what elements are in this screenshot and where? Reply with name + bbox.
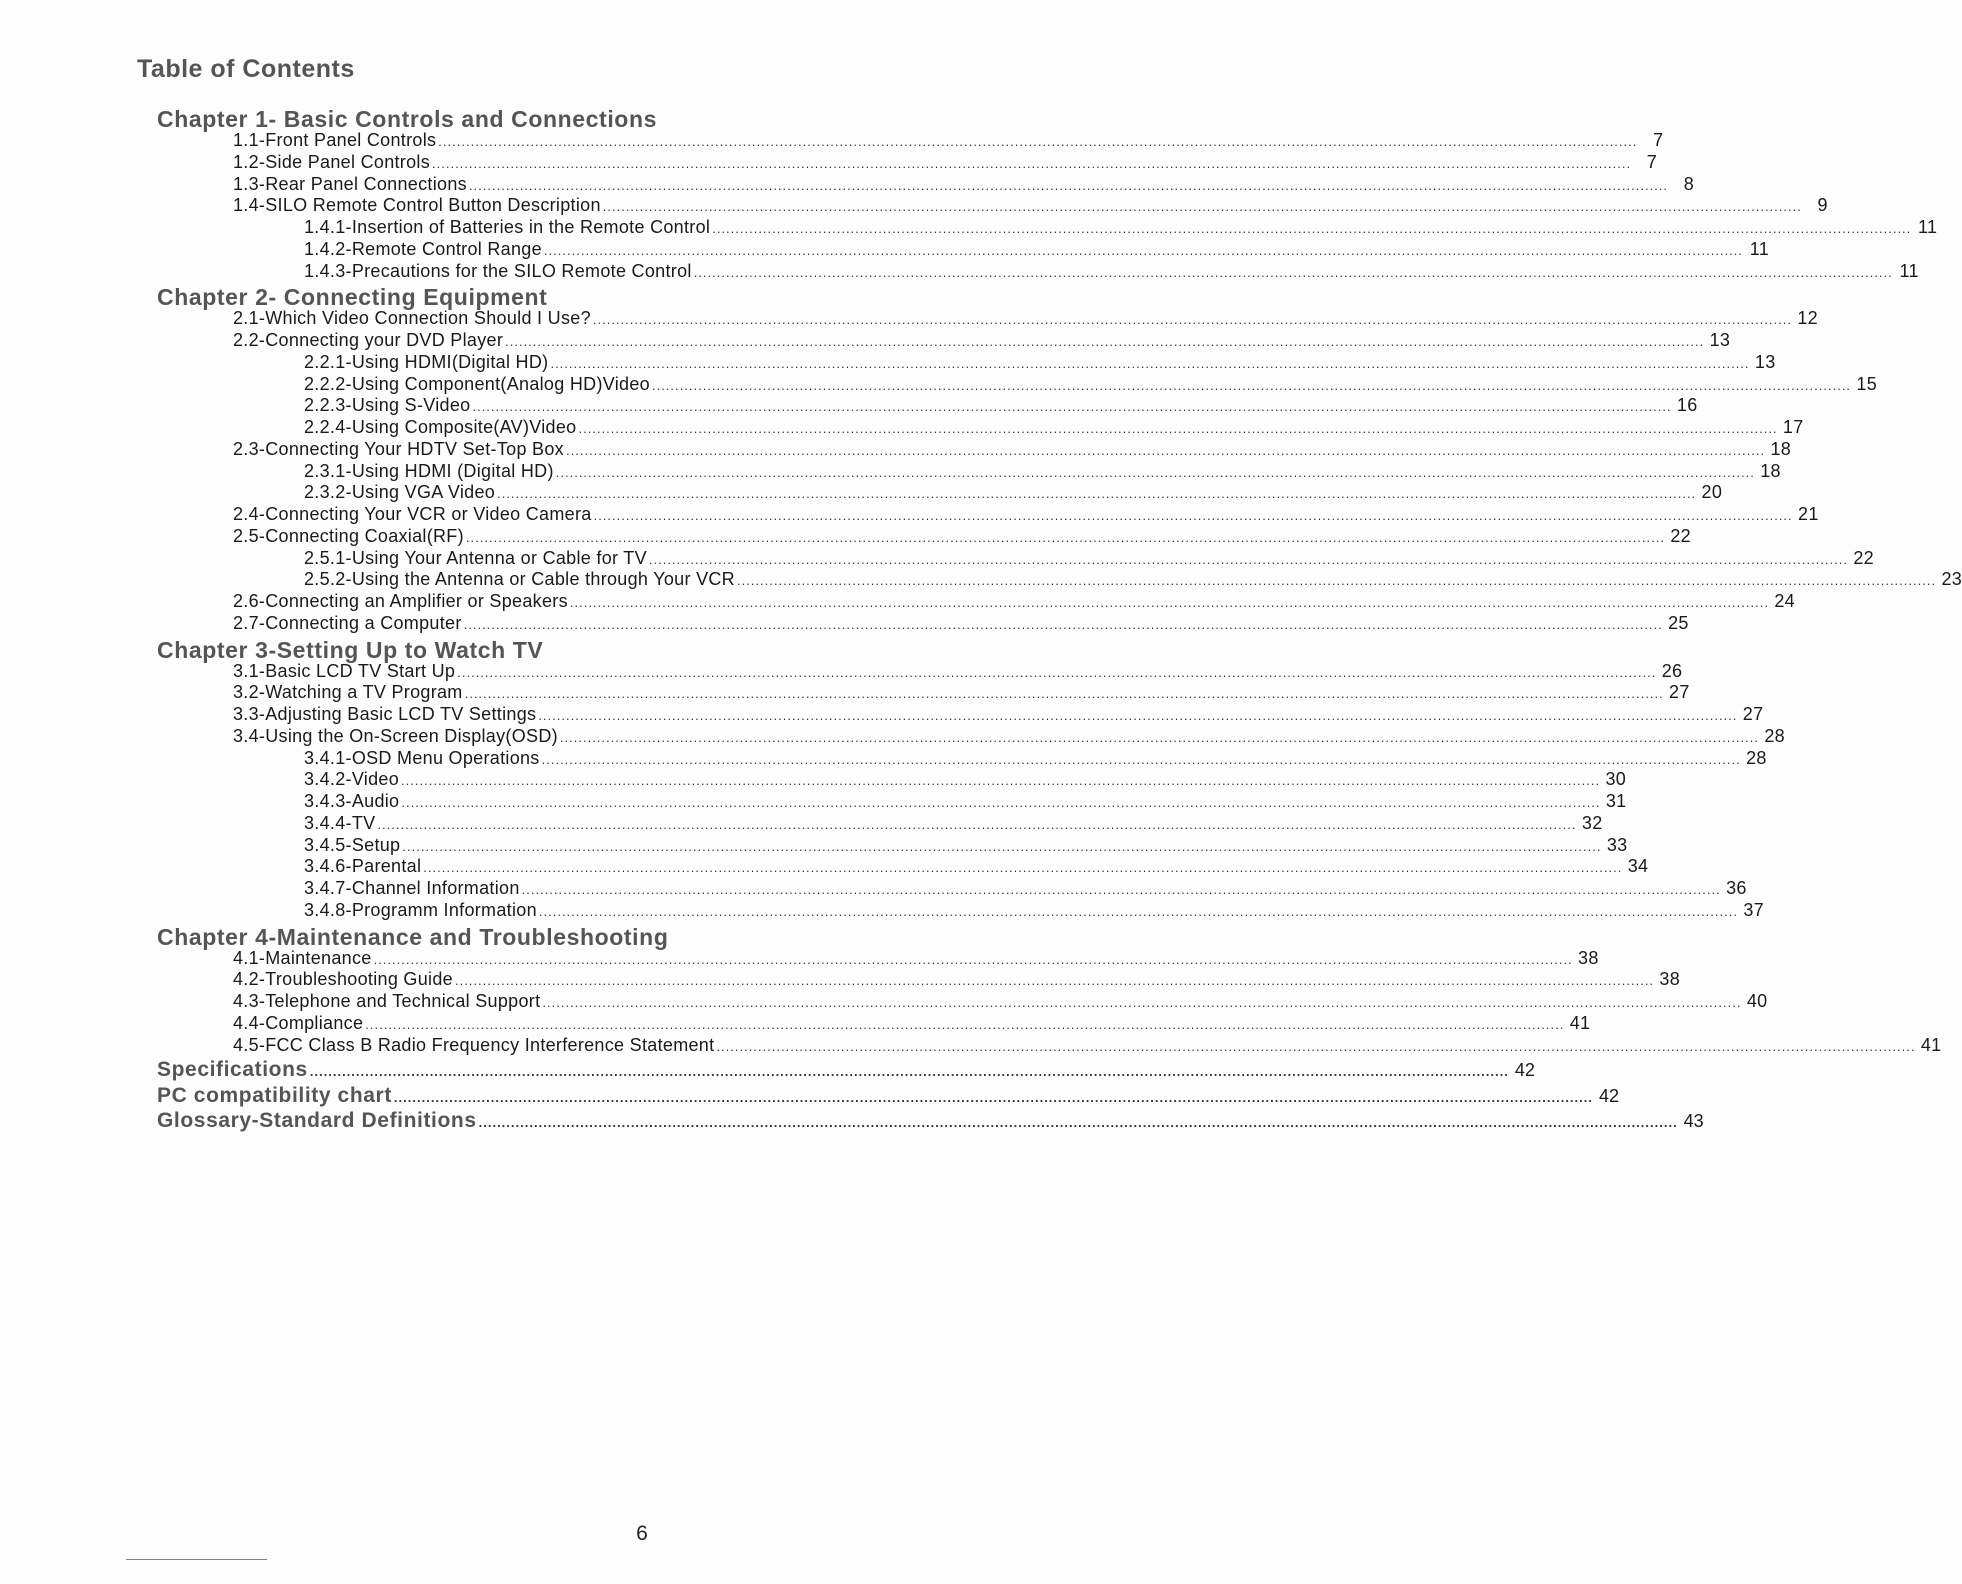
toc-entry-label: 2.2-Connecting your DVD Player bbox=[233, 330, 504, 350]
toc-entry[interactable] bbox=[233, 1012, 1591, 1034]
toc-leader-dots: .................................................................................................................................................................................................................................................................... bbox=[472, 399, 1672, 415]
toc-entry-label: 2.5.1-Using Your Antenna or Cable for TV bbox=[304, 547, 647, 568]
toc-entry-label: 2.2.1-Using HDMI(Digital HD) bbox=[304, 351, 549, 372]
toc-page-number: 26 bbox=[1661, 660, 1683, 681]
toc-page-number: 30 bbox=[1605, 769, 1627, 790]
toc-leader-dots: .................................................................................................................................................................................................................................................................... bbox=[401, 795, 1601, 810]
toc-page-number: 27 bbox=[1742, 704, 1764, 724]
toc-entry[interactable] bbox=[233, 682, 1690, 703]
toc-leader-dots: .................................................................................................................................................................................................................................................................... bbox=[463, 616, 1663, 632]
toc-entry[interactable] bbox=[233, 173, 1695, 195]
toc-leader-dots: .................................................................................................................................................................................................................................................................... bbox=[464, 686, 1664, 702]
toc-page-number: 22 bbox=[1853, 547, 1874, 568]
toc-entry-label: 1.2-Side Panel Controls bbox=[233, 151, 431, 172]
toc-entry[interactable] bbox=[304, 260, 1919, 282]
toc-entry[interactable] bbox=[233, 591, 1795, 612]
toc-entry-label: Chapter 1- Basic Controls and Connections bbox=[157, 106, 657, 132]
toc-page-number: 15 bbox=[1856, 373, 1878, 394]
toc-leader-dots: .................................................................................................................................................................................................................................................................... bbox=[538, 708, 1738, 723]
toc-page-number: 31 bbox=[1605, 791, 1627, 811]
footer-rule bbox=[126, 1559, 267, 1560]
toc-page-number: 16 bbox=[1676, 395, 1698, 416]
toc-entry-label: 4.3-Telephone and Technical Support bbox=[233, 991, 541, 1011]
toc-page-number: 34 bbox=[1627, 856, 1649, 877]
toc-page-number: 40 bbox=[1746, 991, 1768, 1011]
toc-page-number: 18 bbox=[1770, 438, 1792, 459]
toc-page-number: 7 bbox=[1646, 151, 1658, 172]
toc-entry-label: 3.1-Basic LCD TV Start Up bbox=[233, 660, 456, 681]
toc-entry[interactable] bbox=[304, 769, 1627, 790]
toc-entry-label: 2.2.4-Using Composite(AV)Video bbox=[304, 417, 577, 437]
toc-entry-label: Chapter 4-Maintenance and Troubleshooting bbox=[157, 923, 669, 950]
toc-entry-label: Chapter 3-Setting Up to Watch TV bbox=[157, 636, 544, 663]
toc-page-number: 20 bbox=[1701, 482, 1723, 503]
toc-entry[interactable] bbox=[304, 747, 1767, 769]
toc-entry-label: 1.3-Rear Panel Connections bbox=[233, 173, 467, 194]
toc-entry[interactable] bbox=[233, 969, 1681, 990]
toc-entry-label: 4.5-FCC Class B Radio Frequency Interference Statement bbox=[233, 1034, 715, 1055]
toc-entry[interactable] bbox=[304, 834, 1628, 856]
toc-entry[interactable] bbox=[157, 1058, 1535, 1082]
toc-entry-label: 2.6-Connecting an Amplifier or Speakers bbox=[233, 591, 568, 611]
toc-leader-dots: .................................................................................................................................................................................................................................................................... bbox=[542, 995, 1742, 1010]
toc-entry[interactable] bbox=[304, 395, 1698, 416]
toc-leader-dots: .................................................................................................................................................................................................................................................................... bbox=[423, 860, 1623, 876]
toc-page-number: 7 bbox=[1653, 130, 1664, 150]
toc-entry-label: PC compatibility chart bbox=[157, 1083, 392, 1107]
toc-entry[interactable] bbox=[233, 1034, 1942, 1056]
toc-page-number: 21 bbox=[1798, 504, 1819, 524]
toc-entry[interactable] bbox=[233, 660, 1683, 682]
toc-entry-label: 3.4.8-Programm Information bbox=[304, 899, 537, 920]
toc-page-number: 9 bbox=[1817, 195, 1828, 216]
toc-entry[interactable] bbox=[304, 856, 1649, 877]
toc-entry-label: 2.3-Connecting Your HDTV Set-Top Box bbox=[233, 438, 564, 459]
toc-leader-dots: .................................................................................................................................................................................................................................................................... bbox=[457, 664, 1657, 680]
toc-leader-dots: .................................................................................................................................................................................................................................................................... bbox=[716, 1038, 1916, 1054]
toc-page-number: 8 bbox=[1683, 173, 1695, 194]
toc-leader-dots: .................................................................................................................................................................................................................................................................... bbox=[736, 573, 1937, 589]
toc-entry[interactable] bbox=[233, 991, 1768, 1012]
toc-page-number: 36 bbox=[1726, 878, 1747, 898]
toc-entry[interactable] bbox=[233, 330, 1731, 351]
toc-entry-label: 2.3.1-Using HDMI (Digital HD) bbox=[304, 460, 554, 481]
toc-page-number: 33 bbox=[1606, 834, 1628, 855]
toc-entry[interactable] bbox=[304, 812, 1603, 834]
toc-leader-dots: .................................................................................................................................................................................................................................................................... bbox=[565, 442, 1766, 458]
toc-page-number: 38 bbox=[1659, 969, 1681, 990]
toc-page-number: 12 bbox=[1797, 308, 1818, 329]
toc-entry-label: 3.2-Watching a TV Program bbox=[233, 682, 463, 703]
toc-page-number: 22 bbox=[1670, 525, 1691, 546]
toc-entry[interactable] bbox=[304, 878, 1747, 899]
toc-leader-dots: .................................................................................................................................................................................................................................................................... bbox=[569, 595, 1769, 610]
toc-entry[interactable] bbox=[304, 460, 1781, 482]
toc-entry-label: Glossary-Standard Definitions bbox=[157, 1109, 477, 1133]
toc-entry-label: 3.4.4-TV bbox=[304, 812, 376, 833]
toc-leader-dots: .................................................................................................................................................................................................................................................................... bbox=[712, 221, 1912, 236]
toc-entry-label: 2.5.2-Using the Antenna or Cable through Your VCR bbox=[304, 569, 735, 590]
toc-entry-label: 2.3.2-Using VGA Video bbox=[304, 482, 496, 503]
toc-entry[interactable] bbox=[157, 1109, 1704, 1133]
toc-entry[interactable] bbox=[233, 504, 1819, 525]
toc-entry-label: 2.2.3-Using S-Video bbox=[304, 395, 471, 416]
toc-leader-dots: .................................................................................................................................................................................................................................................................... bbox=[465, 529, 1665, 545]
toc-leader-dots: .................................................................................................................................................................................................................................................................... bbox=[578, 421, 1778, 436]
toc-page-number: 25 bbox=[1668, 612, 1689, 633]
page-number: 6 bbox=[636, 1522, 648, 1545]
toc-page-number: 32 bbox=[1581, 812, 1603, 833]
toc-entry-label: 1.4.3-Precautions for the SILO Remote Control bbox=[304, 260, 692, 281]
toc-entry-label: 1.1-Front Panel Controls bbox=[233, 130, 437, 150]
toc-leader-dots: .................................................................................................................................................................................................................................................................... bbox=[602, 199, 1802, 215]
toc-leader-dots: .................................................................................................................................................................................................................................................................... bbox=[555, 464, 1755, 480]
toc-entry[interactable] bbox=[304, 238, 1770, 260]
toc-page-number: 43 bbox=[1683, 1111, 1704, 1132]
toc-entry[interactable] bbox=[233, 612, 1689, 634]
toc-page-number: 17 bbox=[1782, 417, 1804, 437]
toc-entry-label: 2.1-Which Video Connection Should I Use? bbox=[233, 308, 591, 329]
toc-entry-label: 1.4-SILO Remote Control Button Description bbox=[233, 195, 601, 216]
toc-entry-label: 3.3-Adjusting Basic LCD TV Settings bbox=[233, 704, 537, 724]
toc-entry-label: 2.4-Connecting Your VCR or Video Camera bbox=[233, 504, 592, 524]
toc-leader-dots: .................................................................................................................................................................................................................................................................... bbox=[377, 816, 1577, 832]
toc-leader-dots: .................................................................................................................................................................................................................................................................... bbox=[521, 882, 1721, 897]
toc-page-number: 13 bbox=[1709, 330, 1731, 350]
toc-entry-label: 3.4.2-Video bbox=[304, 769, 400, 790]
toc-leader-dots: .................................................................................................................................................................................................................................................................... bbox=[365, 1016, 1565, 1032]
toc-entry[interactable] bbox=[233, 438, 1792, 460]
toc-chapter-heading bbox=[157, 284, 1140, 310]
toc-leader-dots: .................................................................................................................................................................................................................................................................... bbox=[543, 242, 1744, 258]
toc-entry[interactable] bbox=[304, 899, 1764, 921]
toc-entry[interactable] bbox=[233, 151, 1658, 173]
toc-page-number: 28 bbox=[1746, 747, 1767, 768]
toc-entry[interactable] bbox=[304, 547, 1874, 569]
toc-entry-label: Specifications bbox=[157, 1058, 308, 1082]
toc-chapter-heading bbox=[157, 637, 1140, 663]
toc-entry[interactable] bbox=[233, 525, 1691, 547]
toc-entry-label: 4.1-Maintenance bbox=[233, 947, 372, 968]
toc-leader-dots: .................................................................................................................................................................................................................................................................... bbox=[651, 377, 1852, 393]
toc-leader-dots: .................................................................................................................................................................................................................................................................... bbox=[309, 1064, 1509, 1080]
toc-entry[interactable] bbox=[233, 130, 1664, 151]
toc-entry-label: 2.5-Connecting Coaxial(RF) bbox=[233, 525, 464, 546]
toc-entry-label: Chapter 2- Connecting Equipment bbox=[157, 284, 548, 311]
toc-leader-dots: .................................................................................................................................................................................................................................................................... bbox=[402, 838, 1602, 854]
toc-chapter-heading bbox=[157, 106, 1140, 132]
toc-entry-label: 1.4.2-Remote Control Range bbox=[304, 238, 542, 259]
toc-leader-dots: .................................................................................................................................................................................................................................................................... bbox=[592, 312, 1792, 328]
toc-entry[interactable] bbox=[233, 308, 1818, 329]
toc-page-number: 23 bbox=[1941, 569, 1962, 590]
toc-entry-label: 4.4-Compliance bbox=[233, 1012, 364, 1033]
toc-page-number: 42 bbox=[1598, 1085, 1619, 1106]
toc-leader-dots: .................................................................................................................................................................................................................................................................... bbox=[559, 729, 1759, 745]
toc-chapter-heading bbox=[157, 924, 1140, 950]
toc-entry-label: 3.4.1-OSD Menu Operations bbox=[304, 747, 540, 768]
toc-page-number: 11 bbox=[1899, 260, 1919, 281]
toc-leader-dots: .................................................................................................................................................................................................................................................................... bbox=[593, 508, 1793, 523]
toc-leader-dots: .................................................................................................................................................................................................................................................................... bbox=[505, 334, 1705, 349]
toc-leader-dots: .................................................................................................................................................................................................................................................................... bbox=[693, 264, 1893, 280]
toc-entry-label: 3.4.5-Setup bbox=[304, 834, 401, 855]
toc-page-number: 18 bbox=[1760, 460, 1781, 481]
toc-page-number: 11 bbox=[1749, 238, 1770, 259]
toc-leader-dots: .................................................................................................................................................................................................................................................................... bbox=[401, 773, 1601, 789]
toc-leader-dots: .................................................................................................................................................................................................................................................................... bbox=[373, 951, 1573, 967]
toc-entry[interactable] bbox=[304, 569, 1962, 590]
toc-leader-dots: .................................................................................................................................................................................................................................................................... bbox=[538, 903, 1738, 919]
toc-entry[interactable] bbox=[304, 351, 1776, 373]
toc-entry[interactable] bbox=[304, 791, 1627, 812]
toc-entry[interactable] bbox=[304, 217, 1938, 238]
toc-entry[interactable] bbox=[233, 725, 1785, 747]
toc-leader-dots: .................................................................................................................................................................................................................................................................... bbox=[454, 973, 1655, 989]
toc-entry[interactable] bbox=[304, 417, 1804, 438]
toc-page-number: 24 bbox=[1774, 591, 1795, 611]
toc-entry[interactable] bbox=[157, 1083, 1619, 1108]
toc-page-number: 38 bbox=[1578, 947, 1599, 968]
toc-page-number: 37 bbox=[1743, 899, 1764, 920]
toc-page-number: 11 bbox=[1917, 217, 1938, 237]
toc-leader-dots: .................................................................................................................................................................................................................................................................... bbox=[541, 751, 1741, 767]
toc-entry-label: 1.4.1-Insertion of Batteries in the Remote Control bbox=[304, 217, 711, 237]
toc-entry[interactable] bbox=[233, 195, 1828, 216]
toc-entry-label: 3.4.7-Channel Information bbox=[304, 878, 520, 898]
toc-leader-dots: .................................................................................................................................................................................................................................................................... bbox=[497, 486, 1697, 502]
toc-entry[interactable] bbox=[233, 947, 1599, 969]
toc-page-number: 13 bbox=[1754, 351, 1776, 372]
toc-entry[interactable] bbox=[233, 704, 1764, 725]
toc-leader-dots: .................................................................................................................................................................................................................................................................... bbox=[468, 177, 1669, 193]
toc-entry[interactable] bbox=[304, 373, 1878, 395]
toc-page-number: 41 bbox=[1569, 1012, 1591, 1033]
toc-leader-dots: .................................................................................................................................................................................................................................................................... bbox=[438, 134, 1638, 149]
toc-page-number: 42 bbox=[1514, 1060, 1535, 1081]
toc-page-number: 28 bbox=[1764, 725, 1785, 746]
toc-leader-dots: .................................................................................................................................................................................................................................................................... bbox=[648, 551, 1848, 567]
page-title: Table of Contents bbox=[137, 54, 355, 83]
toc-page-number: 27 bbox=[1669, 682, 1690, 703]
toc-leader-dots: .................................................................................................................................................................................................................................................................... bbox=[550, 355, 1750, 371]
toc-entry-label: 3.4.3-Audio bbox=[304, 791, 400, 811]
toc-entry-label: 4.2-Troubleshooting Guide bbox=[233, 969, 453, 990]
toc-entry-label: 3.4-Using the On-Screen Display(OSD) bbox=[233, 725, 558, 746]
toc-entry[interactable] bbox=[304, 482, 1723, 503]
toc-leader-dots: .................................................................................................................................................................................................................................................................... bbox=[478, 1115, 1678, 1131]
toc-leader-dots: .................................................................................................................................................................................................................................................................... bbox=[393, 1089, 1593, 1105]
toc-entry-label: 2.2.2-Using Component(Analog HD)Video bbox=[304, 373, 650, 394]
toc-entry-label: 2.7-Connecting a Computer bbox=[233, 612, 462, 633]
toc-entry-label: 3.4.6-Parental bbox=[304, 856, 422, 877]
toc-page-number: 41 bbox=[1920, 1034, 1942, 1055]
toc-leader-dots: .................................................................................................................................................................................................................................................................... bbox=[432, 155, 1632, 171]
